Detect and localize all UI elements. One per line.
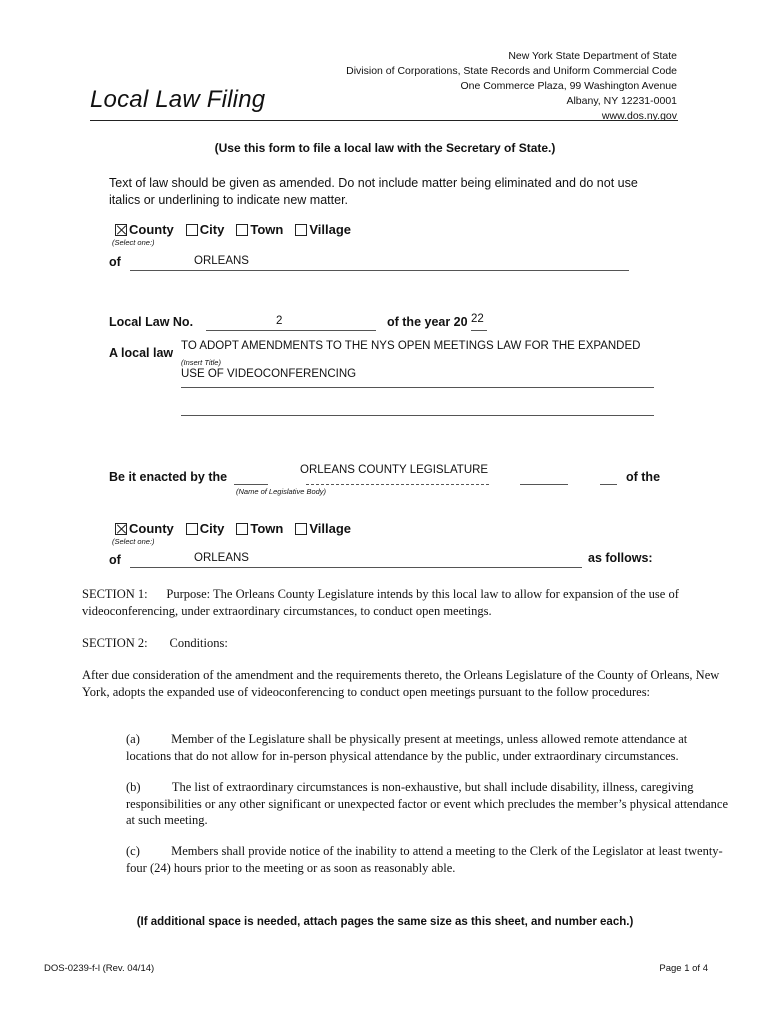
checkbox-checked-icon[interactable] [115,224,127,236]
municipality-type-select [115,222,363,237]
option-city[interactable] [186,222,225,237]
option-label: City [199,521,225,536]
section-2-label: SECTION 2: [82,636,148,650]
option-label: County [129,222,174,237]
insert-title-hint: (Insert Title) [181,358,221,367]
municipality-name-field[interactable]: ORLEANS [194,552,249,564]
checkbox-icon[interactable] [186,224,198,236]
option-county[interactable] [115,222,174,237]
field-underline [520,484,568,485]
procedures-paragraph: After due consideration of the amendment and the requirements thereto, the Orleans Legislature of the County of Orleans, New York, adopts the expanded use of videoconferencing to conduct open meetings pursuant to the follow procedures: [82,668,720,699]
item-c-text: Members shall provide notice of the inability to attend a meeting to the Clerk of the Legislator at least twenty-four (24) hours prior to the meeting or as soon as reasonably able. [126,844,723,875]
year-label: of the year 20 [387,315,468,329]
additional-space-note: (If additional space is needed, attach pages the same size as this sheet, and number each.) [136,916,634,928]
of-label: of [109,255,121,269]
option-label: Town [250,521,284,536]
municipality-name-field[interactable]: ORLEANS [194,255,249,267]
field-underline [206,330,376,331]
field-underline [306,484,489,485]
agency-line: One Commerce Plaza, 99 Washington Avenue [460,80,677,92]
section-2-text: Conditions: [169,636,228,650]
agency-line: New York State Department of State [508,50,677,62]
law-title-line-2[interactable]: USE OF VIDEOCONFERENCING [181,368,357,380]
field-underline [181,387,654,388]
checkbox-icon[interactable] [186,523,198,535]
option-town[interactable] [236,521,283,536]
option-village[interactable] [295,521,351,536]
intro-text: Text of law should be given as amended. Do not include matter being eliminated and do not use italics or underlining to indicate new matter. [109,176,638,207]
field-underline [600,484,617,485]
item-c [82,843,728,876]
as-follows-label: as follows: [588,551,653,565]
of-the-label: of the [626,470,661,484]
year-field[interactable]: 22 [471,313,484,325]
option-village[interactable] [295,222,351,237]
title-divider [90,120,678,121]
field-underline [234,484,268,485]
option-label: Village [309,222,352,237]
legislative-body-field[interactable]: ORLEANS COUNTY LEGISLATURE [300,464,489,476]
option-city[interactable] [186,521,225,536]
select-hint: (Select one:) [112,238,155,247]
item-c-label: (c) [126,844,140,858]
option-label: County [129,521,174,536]
field-underline [471,330,487,331]
agency-address [346,49,677,124]
field-underline [130,270,629,271]
option-label: Town [250,222,284,237]
checkbox-checked-icon[interactable] [115,523,127,535]
local-law-no-label: Local Law No. [109,315,194,329]
section-2 [82,635,728,652]
option-label: City [199,222,225,237]
select-hint: (Select one:) [112,537,155,546]
section-1 [82,586,728,619]
municipality-type-select [115,521,363,536]
item-b [82,779,728,829]
option-label: Village [309,521,352,536]
option-county[interactable] [115,521,174,536]
form-id: DOS-0239-f-l (Rev. 04/14) [44,963,155,974]
legislative-body-hint: (Name of Legislative Body) [236,487,327,496]
item-b-text: The list of extraordinary circumstances is non-exhaustive, but shall include disability, illness, caregiving responsibilities or any other significant or unexpected factor or event which precludes the member’s physical attendance at such meeting. [126,780,728,827]
a-local-law-label: A local law [109,346,174,360]
form-title: Local Law Filing [90,86,266,113]
option-town[interactable] [236,222,283,237]
field-underline [130,567,582,568]
of-label: of [109,553,121,567]
item-a [82,731,728,764]
checkbox-icon[interactable] [236,523,248,535]
enacted-by-label: Be it enacted by the [109,470,228,484]
section-1-label: SECTION 1: [82,587,148,601]
agency-line: Albany, NY 12231-0001 [566,95,677,107]
local-law-number-field[interactable]: 2 [276,315,283,327]
item-a-text: Member of the Legislature shall be physically present at meetings, unless allowed remote attendance at locations that do not allow for in-person physical attendance by the public, under extraordinary circumstances. [126,732,688,763]
item-a-label: (a) [126,732,140,746]
law-title-line-1[interactable]: TO ADOPT AMENDMENTS TO THE NYS OPEN MEETINGS LAW FOR THE EXPANDED [181,340,641,352]
form-instruction: (Use this form to file a local law with the Secretary of State.) [214,141,556,155]
agency-website: www.dos.ny.gov [601,110,677,122]
page-number: Page 1 of 4 [659,963,708,974]
agency-line: Division of Corporations, State Records and Uniform Commercial Code [346,65,677,77]
checkbox-icon[interactable] [236,224,248,236]
checkbox-icon[interactable] [295,224,307,236]
item-b-label: (b) [126,780,141,794]
checkbox-icon[interactable] [295,523,307,535]
field-underline [181,415,654,416]
section-1-text: Purpose: The Orleans County Legislature intends by this local law to allow for expansion of the use of videoconferencing, under extraordinary circumstances, to conduct open meetings. [82,587,679,618]
